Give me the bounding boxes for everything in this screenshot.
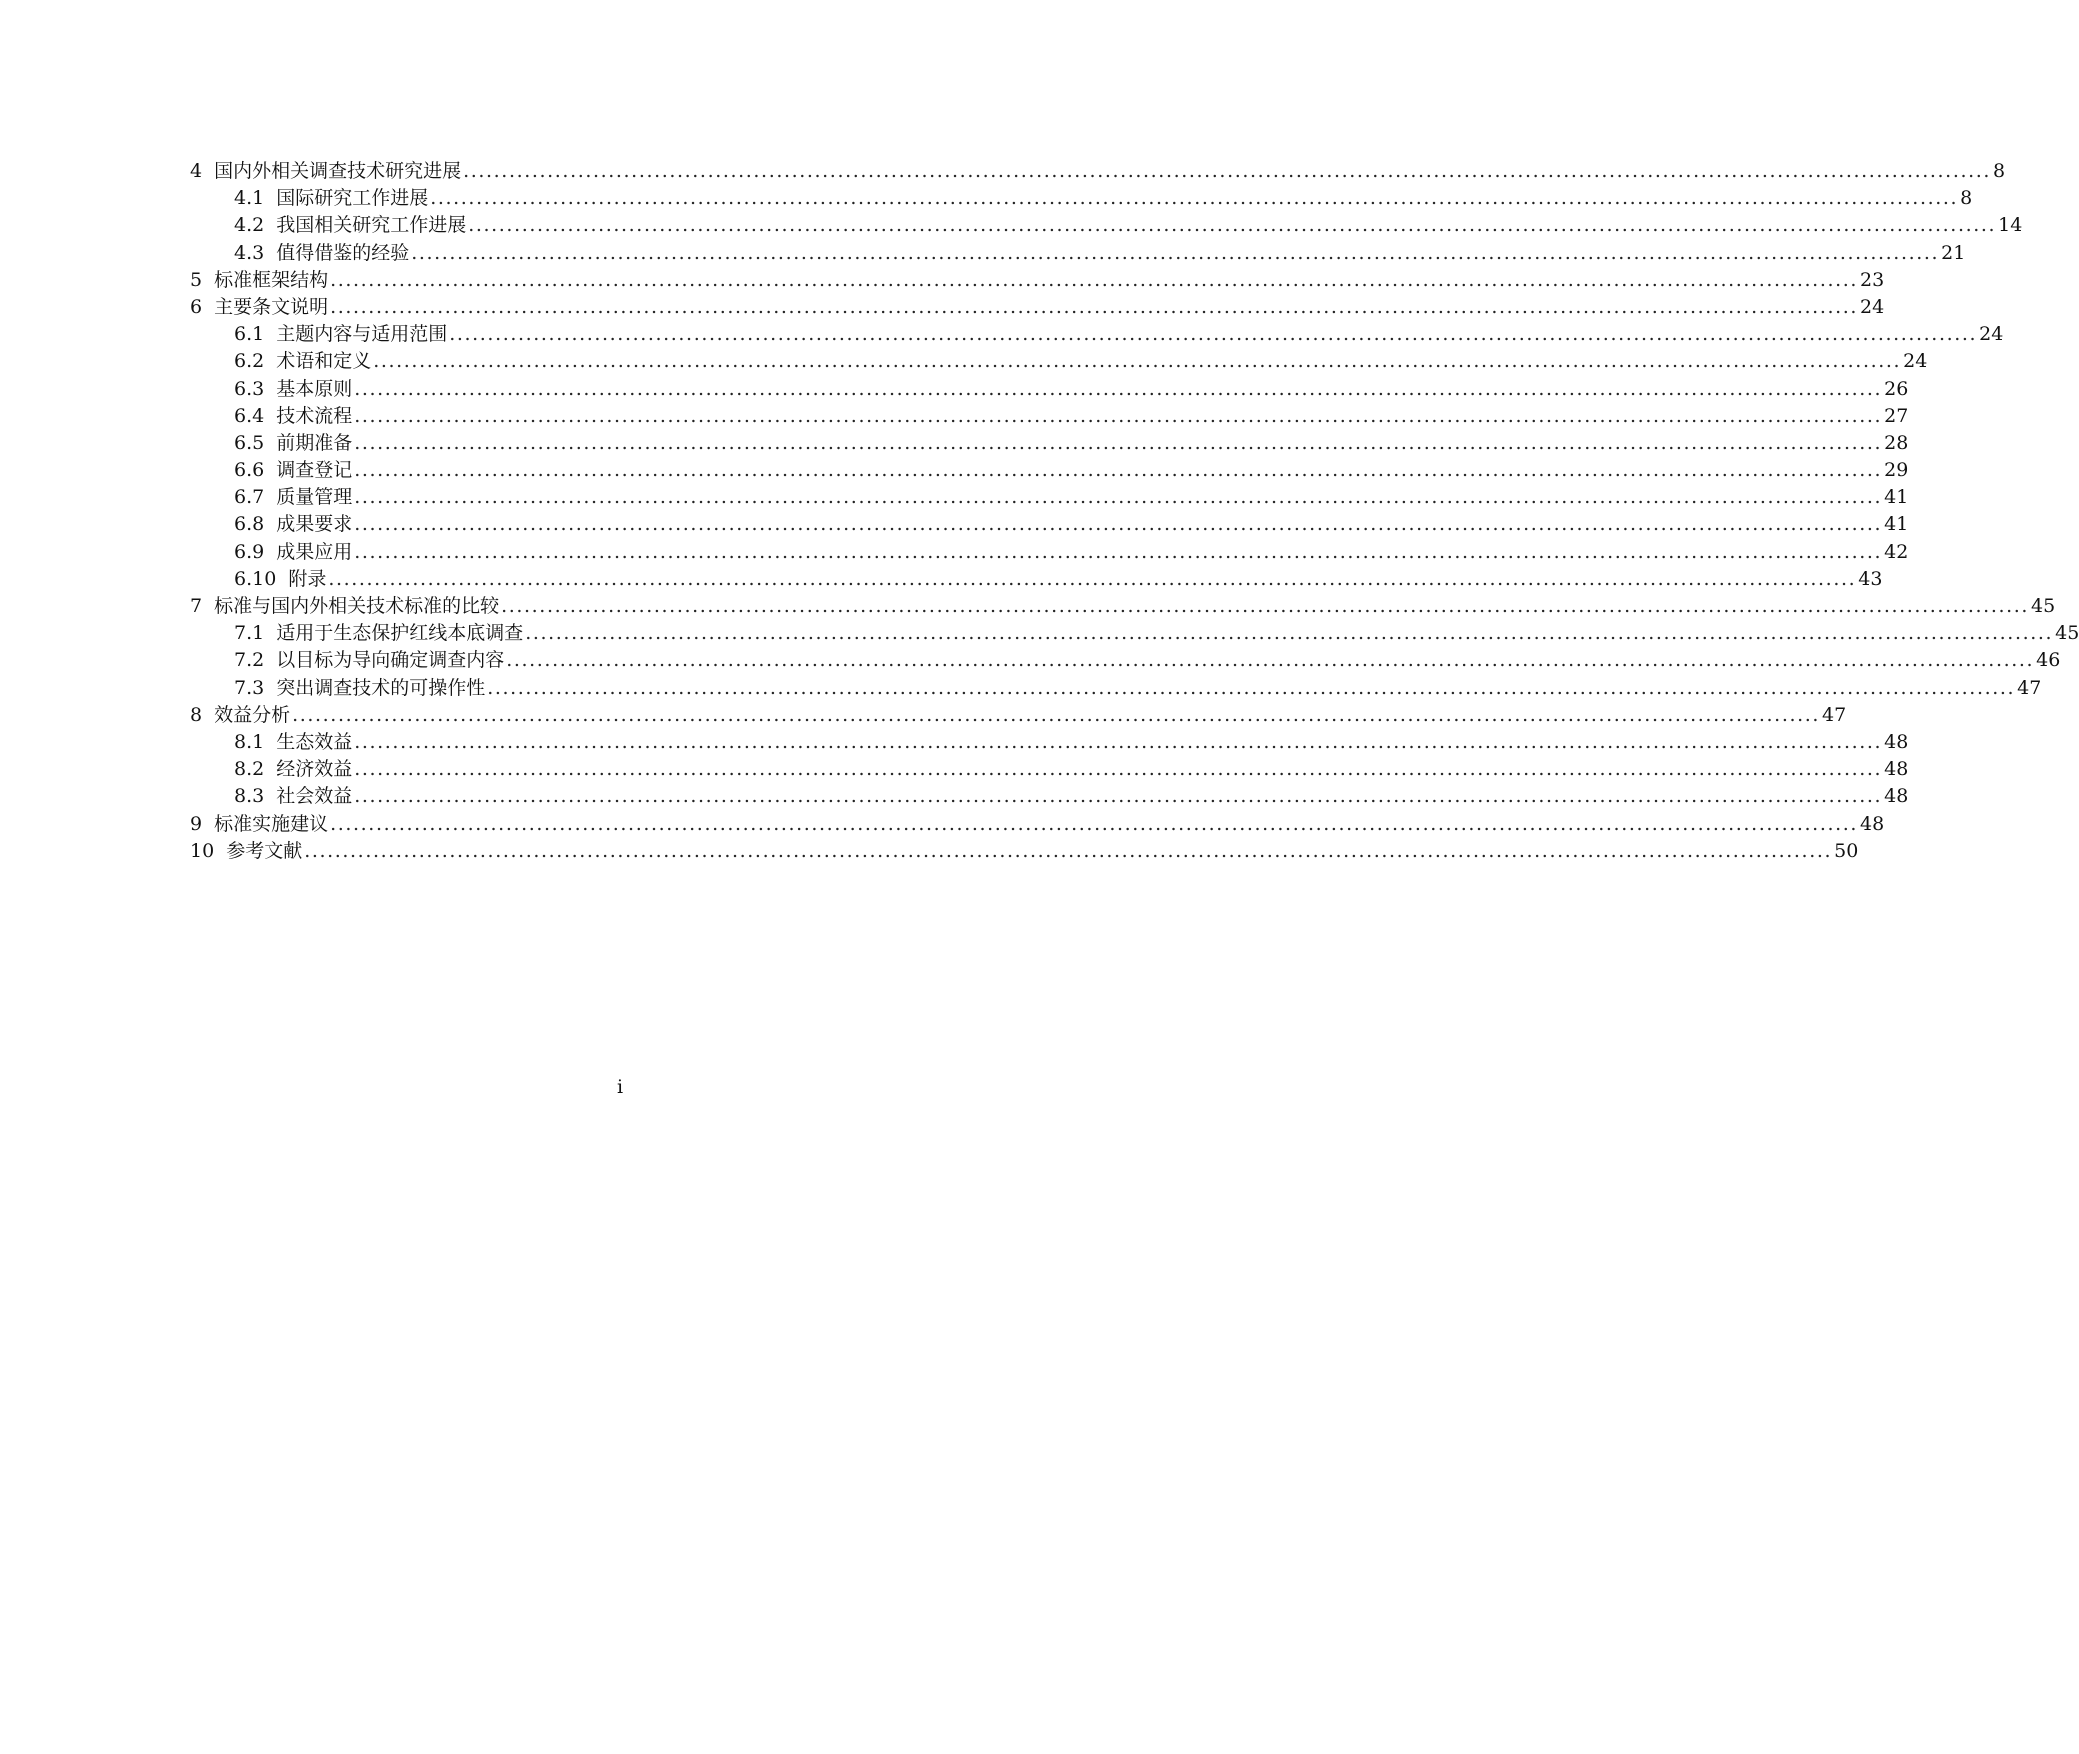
toc-entry-page: 50 (1834, 839, 1859, 862)
toc-entry[interactable] (190, 729, 1909, 756)
toc-entry-number: 6.1 (234, 323, 265, 346)
toc-entry-title: 成果应用 (276, 540, 353, 563)
toc-entry[interactable] (190, 403, 1909, 430)
toc-entry-title: 以目标为导向确定调查内容 (276, 649, 505, 672)
toc-entry-number: 5 (190, 268, 203, 291)
toc-entry-title: 成果要求 (276, 513, 353, 536)
toc-entry-title: 效益分析 (214, 703, 291, 726)
toc-leader-dots: ........................................................................................................................................................................................................ (506, 649, 2035, 672)
toc-entry[interactable] (190, 212, 2023, 239)
toc-leader-dots: ........................................................................................................................................................................................................ (330, 268, 1859, 291)
toc-entry-title: 经济效益 (276, 758, 353, 781)
toc-entry[interactable] (190, 484, 1909, 511)
toc-entry-title: 质量管理 (276, 486, 353, 509)
toc-entry-number: 4.3 (234, 241, 265, 264)
toc-entry-number: 6.2 (234, 350, 265, 373)
toc-entry[interactable] (190, 430, 1909, 457)
toc-entry[interactable] (190, 783, 1909, 810)
toc-leader-dots: ........................................................................................................................................................................................................ (292, 703, 1821, 726)
toc-entry-page: 14 (1998, 214, 2023, 237)
toc-entry-page: 42 (1884, 540, 1909, 563)
toc-entry[interactable] (190, 185, 1973, 212)
toc-leader-dots: ........................................................................................................................................................................................................ (354, 404, 1883, 427)
toc-entry-number: 8.1 (234, 730, 265, 753)
toc-entry[interactable] (190, 838, 1859, 865)
toc-entry[interactable] (190, 675, 2042, 702)
toc-entry-page: 24 (1903, 350, 1928, 373)
toc-entry[interactable] (190, 240, 1966, 267)
toc-entry-number: 9 (190, 812, 203, 835)
toc-entry-page: 46 (2036, 649, 2061, 672)
toc-entry-title: 术语和定义 (276, 350, 372, 373)
toc-entry[interactable] (190, 702, 1847, 729)
toc-entry-number: 4 (190, 160, 203, 182)
toc-leader-dots: ........................................................................................................................................................................................................ (354, 730, 1883, 753)
toc-entry-page: 26 (1884, 377, 1909, 400)
toc-entry-page: 24 (1860, 295, 1885, 318)
toc-entry-page: 47 (1822, 703, 1847, 726)
toc-entry-number: 6.6 (234, 459, 265, 482)
toc-entry[interactable] (190, 348, 1928, 375)
toc-entry[interactable] (190, 321, 2004, 348)
toc-entry-page: 28 (1884, 431, 1909, 454)
toc-leader-dots: ........................................................................................................................................................................................................ (354, 540, 1883, 563)
toc-entry[interactable] (190, 647, 2061, 674)
toc-entry-page: 23 (1860, 268, 1885, 291)
toc-entry-number: 6 (190, 295, 203, 318)
toc-entry-number: 10 (190, 839, 215, 862)
toc-leader-dots: ........................................................................................................................................................................................................ (501, 595, 2030, 617)
toc-entry-number: 6.5 (234, 431, 265, 454)
toc-leader-dots: ........................................................................................................................................................................................................ (449, 323, 1978, 346)
toc-entry-page: 29 (1884, 459, 1909, 482)
toc-entry-page: 48 (1884, 758, 1909, 781)
toc-entry-page: 48 (1860, 812, 1885, 835)
toc-entry-title: 我国相关研究工作进展 (276, 214, 467, 237)
toc-leader-dots: ........................................................................................................................................................................................................ (354, 513, 1883, 536)
toc-leader-dots: ........................................................................................................................................................................................................ (330, 295, 1859, 318)
toc-entry-number: 6.7 (234, 486, 265, 509)
toc-entry-title: 主要条文说明 (214, 295, 329, 318)
toc-leader-dots: ........................................................................................................................................................................................................ (328, 567, 1857, 590)
toc-entry-title: 标准框架结构 (214, 268, 329, 291)
toc-entry-page: 45 (2055, 622, 2079, 645)
toc-entry[interactable] (190, 593, 2056, 620)
toc-leader-dots: ........................................................................................................................................................................................................ (354, 486, 1883, 509)
toc-entry-title: 国际研究工作进展 (276, 187, 429, 210)
toc-entry-title: 社会效益 (276, 785, 353, 808)
toc-entry-number: 6.9 (234, 540, 265, 563)
toc-entry[interactable] (190, 376, 1909, 403)
toc-entry-page: 48 (1884, 785, 1909, 808)
toc-entry-number: 8 (190, 703, 203, 726)
toc-leader-dots: ........................................................................................................................................................................................................ (411, 241, 1940, 264)
toc-leader-dots: ........................................................................................................................................................................................................ (354, 431, 1883, 454)
toc-leader-dots: ........................................................................................................................................................................................................ (525, 622, 2054, 645)
toc-entry[interactable] (190, 294, 1885, 321)
toc-leader-dots: ........................................................................................................................................................................................................ (463, 160, 1992, 182)
toc-entry-number: 6.4 (234, 404, 265, 427)
toc-leader-dots: ........................................................................................................................................................................................................ (487, 676, 2016, 699)
toc-leader-dots: ........................................................................................................................................................................................................ (468, 214, 1997, 237)
toc-entry-number: 6.3 (234, 377, 265, 400)
page-number: i (616, 1076, 624, 1098)
toc-entry[interactable] (190, 620, 2079, 647)
toc-entry-page: 8 (1993, 160, 2006, 182)
toc-entry-title: 生态效益 (276, 730, 353, 753)
toc-entry-number: 7.3 (234, 676, 265, 699)
toc-entry-number: 7.1 (234, 622, 265, 645)
toc-entry[interactable] (190, 158, 2006, 185)
toc-entry-number: 7 (190, 595, 203, 617)
toc-leader-dots: ........................................................................................................................................................................................................ (304, 839, 1833, 862)
toc-entry-page: 47 (2017, 676, 2042, 699)
toc-entry[interactable] (190, 267, 1885, 294)
toc-entry-title: 前期准备 (276, 431, 353, 454)
toc-leader-dots: ........................................................................................................................................................................................................ (430, 187, 1959, 210)
toc-entry-page: 45 (2031, 595, 2056, 617)
toc-entry-number: 6.10 (234, 567, 277, 590)
toc-entry-page: 41 (1884, 513, 1909, 536)
toc-leader-dots: ........................................................................................................................................................................................................ (354, 785, 1883, 808)
toc-leader-dots: ........................................................................................................................................................................................................ (373, 350, 1902, 373)
toc-entry[interactable] (190, 539, 1909, 566)
toc-entry-page: 24 (1979, 323, 2004, 346)
toc-entry-title: 值得借鉴的经验 (276, 241, 410, 264)
toc-entry[interactable] (190, 756, 1909, 783)
toc-leader-dots: ........................................................................................................................................................................................................ (354, 459, 1883, 482)
toc-entry-page: 8 (1960, 187, 1973, 210)
toc-entry-number: 8.3 (234, 785, 265, 808)
toc-entry-number: 4.1 (234, 187, 265, 210)
toc-entry-title: 国内外相关调查技术研究进展 (214, 160, 462, 182)
toc-entry-title: 突出调查技术的可操作性 (276, 676, 486, 699)
toc-entry-title: 调查登记 (276, 459, 353, 482)
toc-leader-dots: ........................................................................................................................................................................................................ (354, 758, 1883, 781)
toc-entry-number: 6.8 (234, 513, 265, 536)
toc-leader-dots: ........................................................................................................................................................................................................ (330, 812, 1859, 835)
toc-entry-page: 21 (1941, 241, 1966, 264)
toc-entry[interactable] (190, 811, 1885, 838)
toc-entry-title: 标准实施建议 (214, 812, 329, 835)
toc-entry-title: 标准与国内外相关技术标准的比较 (214, 595, 500, 617)
toc-entry-number: 4.2 (234, 214, 265, 237)
toc-entry-title: 技术流程 (276, 404, 353, 427)
toc-entry-title: 基本原则 (276, 377, 353, 400)
toc-leader-dots: ........................................................................................................................................................................................................ (354, 377, 1883, 400)
toc-entry[interactable] (190, 566, 1883, 593)
toc-entry-page: 48 (1884, 730, 1909, 753)
toc-entry-page: 41 (1884, 486, 1909, 509)
toc-entry[interactable] (190, 511, 1909, 538)
toc-entry-page: 43 (1858, 567, 1883, 590)
toc-entry-number: 7.2 (234, 649, 265, 672)
toc-entry-page: 27 (1884, 404, 1909, 427)
table-of-contents (190, 158, 2079, 865)
toc-entry-title: 参考文献 (226, 839, 303, 862)
toc-entry-title: 主题内容与适用范围 (276, 323, 448, 346)
toc-entry-title: 附录 (288, 567, 327, 590)
toc-entry-title: 适用于生态保护红线本底调查 (276, 622, 524, 645)
toc-entry[interactable] (190, 457, 1909, 484)
toc-entry-number: 8.2 (234, 758, 265, 781)
